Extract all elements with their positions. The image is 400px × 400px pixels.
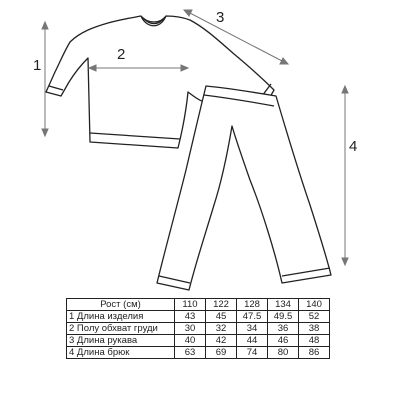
dimension-1-arrow-top [42,22,48,29]
dimension-4-arrow-top [342,86,348,93]
height-header: Рост (см) [67,299,175,311]
table-cell: 48 [299,335,330,347]
dimension-1-arrow-bottom [42,129,48,136]
dimension-4-label: 4 [349,138,358,155]
dimension-4-arrow-bottom [342,258,348,265]
table-cell: 42 [206,335,237,347]
dimension-3-arrow-top [184,10,192,16]
table-cell: 74 [237,347,268,359]
dimension-3-label: 3 [216,9,225,26]
size-table-header-row [67,299,330,311]
table-cell: 80 [268,347,299,359]
table-cell: 86 [299,347,330,359]
table-cell: 38 [299,323,330,335]
table-cell: 52 [299,311,330,323]
table-row [67,311,330,323]
table-row [67,335,330,347]
table-cell: 47.5 [237,311,268,323]
table-cell: 32 [206,323,237,335]
row-label: 1 Длина изделия [67,311,175,323]
row-label: 3 Длина рукава [67,335,175,347]
size-header: 140 [299,299,330,311]
size-header: 128 [237,299,268,311]
size-table [66,298,330,359]
size-header: 122 [206,299,237,311]
table-cell: 43 [175,311,206,323]
size-header: 110 [175,299,206,311]
dimension-1-label: 1 [33,57,42,74]
table-cell: 36 [268,323,299,335]
size-header: 134 [268,299,299,311]
row-label: 4 Длина брюк [67,347,175,359]
dimension-2-label: 2 [117,46,126,63]
table-cell: 46 [268,335,299,347]
table-cell: 44 [237,335,268,347]
table-cell: 69 [206,347,237,359]
row-label: 2 Полу обхват груди [67,323,175,335]
table-row [67,323,330,335]
table-cell: 40 [175,335,206,347]
table-cell: 45 [206,311,237,323]
table-cell: 34 [237,323,268,335]
table-row [67,347,330,359]
table-cell: 63 [175,347,206,359]
table-cell: 49.5 [268,311,299,323]
table-cell: 30 [175,323,206,335]
dimension-3-arrow-bottom [280,58,288,64]
